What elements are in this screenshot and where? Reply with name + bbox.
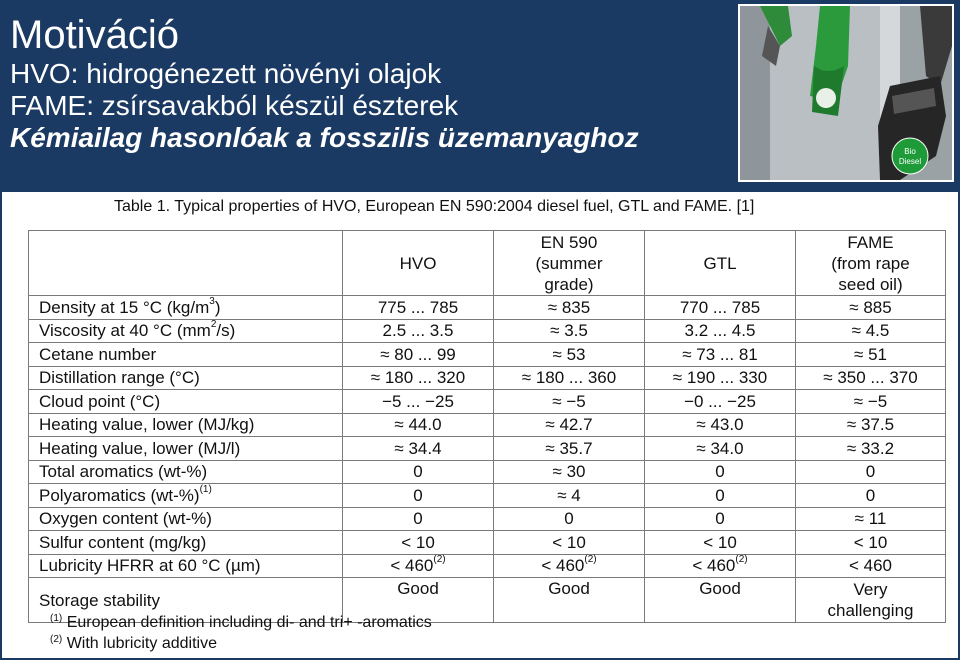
value-hvo: < 10: [343, 531, 494, 555]
value-en590: < 10: [494, 531, 645, 555]
value-hvo: 0: [343, 484, 494, 508]
value-gtl: 0: [645, 507, 796, 531]
value-fame: ≈ 33.2: [796, 437, 946, 461]
value-gtl: < $460^{(2)}$: [645, 554, 796, 578]
table-row: [29, 366, 946, 390]
value-hvo: ≈ 180 ... 320: [343, 366, 494, 390]
value-gtl: ≈ 34.0: [645, 437, 796, 461]
value-en590: ≈ −5: [494, 390, 645, 414]
value-gtl: 0: [645, 460, 796, 484]
slide-title: Motiváció: [10, 13, 179, 57]
property-label: Density at 15 °C $(kg/m^3)$: [29, 296, 343, 320]
property-label: Storage stability: [29, 578, 343, 623]
value-fame: ≈ 885: [796, 296, 946, 320]
properties-table: [28, 230, 946, 623]
value-en590: ≈ 180 ... 360: [494, 366, 645, 390]
value-hvo: 0: [343, 460, 494, 484]
value-fame: ≈ 350 ... 370: [796, 366, 946, 390]
value-en590: ≈ 53: [494, 343, 645, 367]
table-row: [29, 531, 946, 555]
property-label: Polyaromatics $(wt-\%)^{(1)}$: [29, 484, 343, 508]
value-hvo: < $460^{(2)}$: [343, 554, 494, 578]
value-en590: ≈ 3.5: [494, 319, 645, 343]
value-en590: ≈ 30: [494, 460, 645, 484]
value-en590: ≈ 835: [494, 296, 645, 320]
property-label: Total aromatics (wt-%): [29, 460, 343, 484]
value-hvo: ≈ 44.0: [343, 413, 494, 437]
property-label: Sulfur content (mg/kg): [29, 531, 343, 555]
property-label: Heating value, lower (MJ/kg): [29, 413, 343, 437]
table-row: [29, 319, 946, 343]
footnote-2: $^{(2)}$ With lubricity additive: [50, 634, 217, 652]
value-gtl: ≈ 73 ... 81: [645, 343, 796, 367]
slide-header: [10, 12, 639, 154]
nozzle-label-line1: Bio: [904, 147, 916, 156]
col-header-en590: EN 590 (summer grade): [494, 231, 645, 296]
value-fame: ≈ 4.5: [796, 319, 946, 343]
value-en590: Good: [494, 578, 645, 623]
value-fame: ≈ −5: [796, 390, 946, 414]
table-row: [29, 460, 946, 484]
value-en590: < $460^{(2)}$: [494, 554, 645, 578]
property-label: Lubricity HFRR at 60 °C (µm): [29, 554, 343, 578]
value-fame: < 10: [796, 531, 946, 555]
value-hvo: 0: [343, 507, 494, 531]
table-row: [29, 437, 946, 461]
value-gtl: < 10: [645, 531, 796, 555]
fuel-nozzles-photo: [738, 4, 954, 182]
table-caption: Table 1. Typical properties of HVO, European EN 590:2004 diesel fuel, GTL and FAME. [1]: [114, 198, 755, 215]
property-label: Cetane number: [29, 343, 343, 367]
value-gtl: Good: [645, 578, 796, 623]
nozzle-label-line2: Diesel: [898, 157, 922, 166]
value-hvo: ≈ 80 ... 99: [343, 343, 494, 367]
value-fame: < 460: [796, 554, 946, 578]
table-row: [29, 390, 946, 414]
similarity-statement: Kémiailag hasonlóak a fosszilis üzemanyaghoz: [10, 122, 639, 153]
table-row: [29, 413, 946, 437]
table-row: [29, 296, 946, 320]
col-header-fame: FAME (from rape seed oil): [796, 231, 946, 296]
table-row: [29, 507, 946, 531]
value-fame: 0: [796, 460, 946, 484]
value-fame: 0: [796, 484, 946, 508]
table-header-row: [29, 231, 946, 296]
value-hvo: ≈ 34.4: [343, 437, 494, 461]
table-row: [29, 484, 946, 508]
value-fame: ≈ 11: [796, 507, 946, 531]
value-hvo: 775 ... 785: [343, 296, 494, 320]
hvo-definition: HVO: hidrogénezett növényi olajok: [10, 58, 442, 89]
property-label: Distillation range (°C): [29, 366, 343, 390]
value-en590: 0: [494, 507, 645, 531]
value-fame: ≈ 37.5: [796, 413, 946, 437]
value-gtl: 770 ... 785: [645, 296, 796, 320]
value-gtl: ≈ 43.0: [645, 413, 796, 437]
table-row: [29, 343, 946, 367]
value-gtl: 0: [645, 484, 796, 508]
value-gtl: −0 ... −25: [645, 390, 796, 414]
properties-table-panel: [2, 192, 958, 658]
value-fame: ≈ 51: [796, 343, 946, 367]
value-hvo: 2.5 ... 3.5: [343, 319, 494, 343]
col-header-gtl: GTL: [645, 231, 796, 296]
value-gtl: 3.2 ... 4.5: [645, 319, 796, 343]
table-row: [29, 554, 946, 578]
value-en590: ≈ 42.7: [494, 413, 645, 437]
property-label: Cloud point (°C): [29, 390, 343, 414]
value-gtl: ≈ 190 ... 330: [645, 366, 796, 390]
footnote-1: $^{(1)}$ European definition including di- and tri+ -aromatics: [50, 613, 432, 631]
value-hvo: Good: [343, 578, 494, 623]
header-empty: [29, 231, 343, 296]
value-fame: Very challenging: [796, 578, 946, 623]
value-hvo: −5 ... −25: [343, 390, 494, 414]
value-en590: ≈ 35.7: [494, 437, 645, 461]
property-label: Heating value, lower (MJ/l): [29, 437, 343, 461]
col-header-hvo: HVO: [343, 231, 494, 296]
property-label: Oxygen content (wt-%): [29, 507, 343, 531]
value-en590: ≈ 4: [494, 484, 645, 508]
fame-definition: FAME: zsírsavakból készül észterek: [10, 90, 459, 121]
property-label: Viscosity at 40 °C $(mm^2/s)$: [29, 319, 343, 343]
